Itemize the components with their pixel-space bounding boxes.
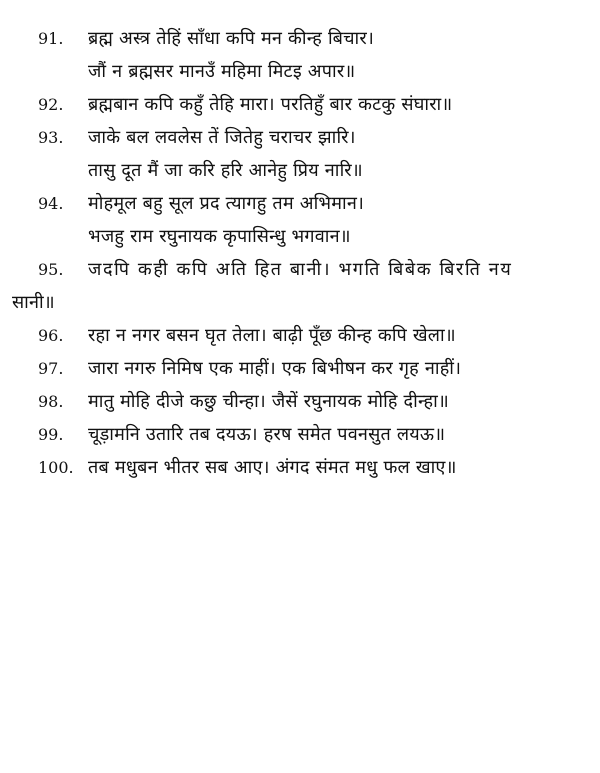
- verse-number: 95.: [38, 260, 64, 279]
- verse-number: 98.: [38, 392, 64, 411]
- verse-97: [0, 352, 600, 385]
- verse-98: [0, 385, 600, 418]
- verse-text: तब मधुबन भीतर सब आए। अंगद संमत मधु फल खाए॥: [88, 457, 457, 478]
- verse-text: मोहमूल बहु सूल प्रद त्यागहु तम अभिमान।: [88, 193, 365, 214]
- verse-100: [0, 451, 600, 484]
- verse-text: जाके बल लवलेस तें जितेहु चराचर झारि।: [88, 127, 356, 148]
- verse-text: जारा नगरु निमिष एक माहीं। एक बिभीषन कर गृह नाहीं।: [88, 358, 462, 379]
- verse-text: जदपि कही कपि अति हित बानी। भगति बिबेक बिरति नय: [88, 259, 513, 280]
- verse-line: [0, 319, 600, 352]
- verse-number: 92.: [38, 95, 64, 114]
- verse-line: [0, 22, 600, 55]
- verse-number: 97.: [38, 359, 64, 378]
- verse-93: [0, 121, 600, 187]
- verse-line: [0, 418, 600, 451]
- verse-text: चूड़ामनि उतारि तब दयऊ। हरष समेत पवनसुत लयऊ॥: [88, 424, 446, 445]
- verse-line: [0, 385, 600, 418]
- verse-number: 93.: [38, 128, 64, 147]
- verse-text: जौं न ब्रह्मसर मानउँ महिमा मिटइ अपार॥: [88, 61, 356, 82]
- verse-99: [0, 418, 600, 451]
- verse-number: 100.: [38, 458, 74, 477]
- verse-line: [0, 253, 600, 286]
- verse-line: [0, 55, 600, 88]
- verse-number: 96.: [38, 326, 64, 345]
- verse-text: ब्रह्म अस्त्र तेहिं साँधा कपि मन कीन्ह बिचार।: [88, 28, 374, 49]
- verse-list: [0, 22, 600, 484]
- verse-94: [0, 187, 600, 253]
- verse-text: ब्रह्मबान कपि कहुँ तेहि मारा। परतिहुँ बार कटकु संघारा॥: [88, 94, 453, 115]
- verse-text: भजहु राम रघुनायक कृपासिन्धु भगवान॥: [88, 226, 351, 247]
- verse-number: 94.: [38, 194, 64, 213]
- verse-line: [0, 88, 600, 121]
- verse-line: [0, 187, 600, 220]
- verse-line: [0, 352, 600, 385]
- verse-line: [0, 451, 600, 484]
- verse-line: [0, 286, 600, 319]
- verse-text: मातु मोहि दीजे कछु चीन्हा। जैसें रघुनायक मोहि दीन्हा॥: [88, 391, 449, 412]
- verse-text: रहा न नगर बसन घृत तेला। बाढ़ी पूँछ कीन्ह कपि खेला॥: [88, 325, 456, 346]
- verse-line: [0, 121, 600, 154]
- verse-92: [0, 88, 600, 121]
- verse-96: [0, 319, 600, 352]
- verse-text: तासु दूत मैं जा करि हरि आनेहु प्रिय नारि॥: [88, 160, 363, 181]
- verse-91: [0, 22, 600, 88]
- verse-line: [0, 154, 600, 187]
- verse-number: 99.: [38, 425, 64, 444]
- verse-line: [0, 220, 600, 253]
- verse-number: 91.: [38, 29, 64, 48]
- verse-95: [0, 253, 600, 319]
- verse-continuation: सानी॥: [12, 292, 55, 313]
